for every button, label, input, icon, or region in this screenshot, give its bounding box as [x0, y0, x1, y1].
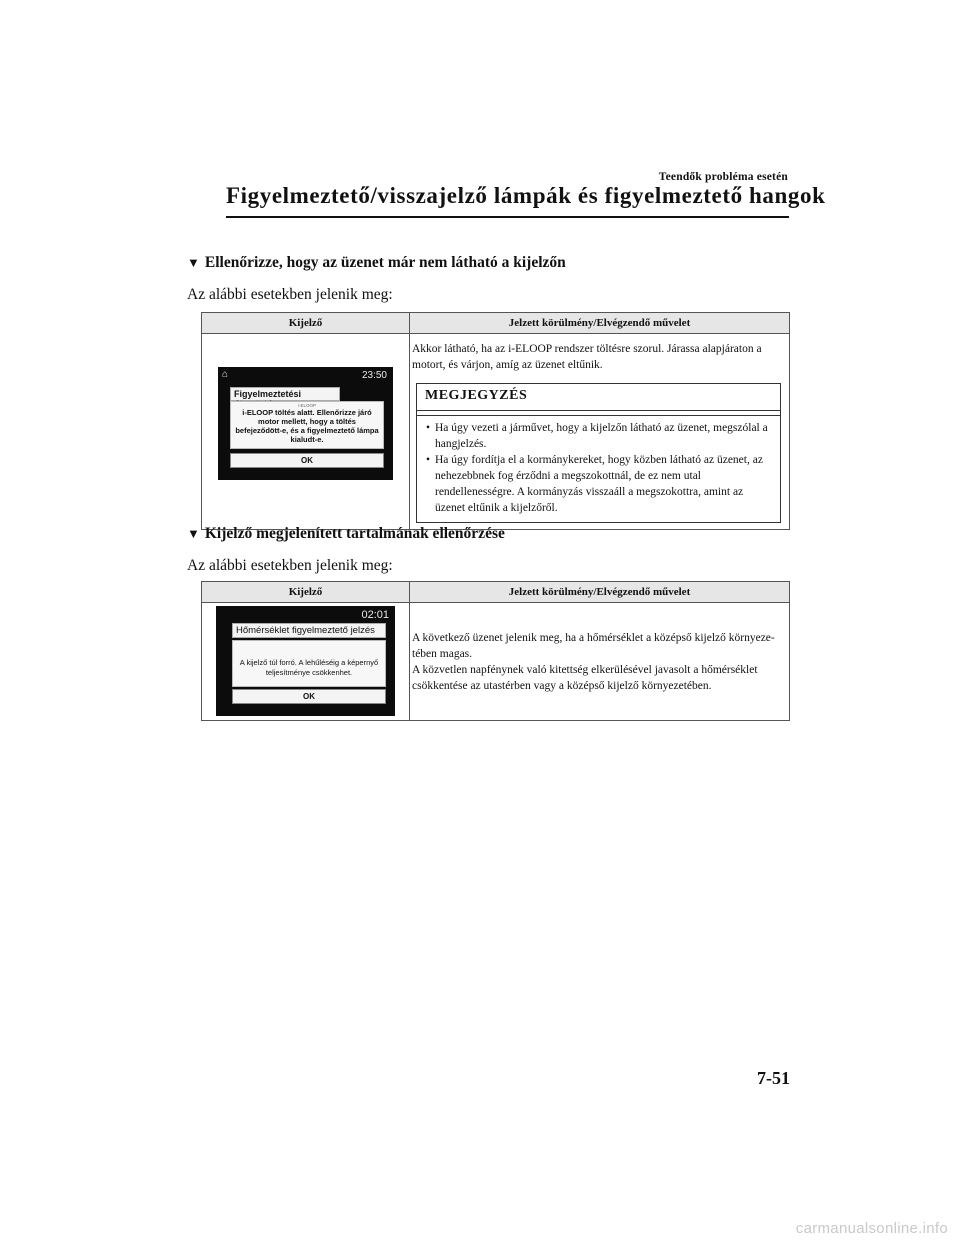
- ok-button[interactable]: OK: [232, 689, 386, 704]
- header-rule: [226, 216, 789, 218]
- section-heading-display-content: [187, 525, 505, 543]
- dialog-body: [230, 401, 384, 449]
- condition-cell: [410, 603, 790, 721]
- chapter-subtitle: Teendők probléma esetén: [658, 171, 788, 183]
- section-intro: Az alábbi esetekben jelenik meg:: [187, 286, 393, 303]
- column-header-display: Kijelző: [202, 313, 410, 334]
- note-box: [416, 383, 781, 523]
- note-title: MEGJEGYZÉS: [425, 388, 528, 403]
- note-item: • Ha úgy fordítja el a kormánykereket, hogy közben látható az üzenet, az nehezebbnek fog érződni a megszokottnál, de ez nem utal rendellenességre. A kormányzás visszaáll a megszokottra, amint az üzenet eltűnik a kijelzőről.: [426, 454, 763, 514]
- dialog-small-label: i-ELOOP: [297, 403, 316, 408]
- dialog-message: A kijelző túl forró. A lehűléséig a képernyő teljesítménye csökkenhet.: [232, 640, 386, 687]
- section-intro: Az alábbi esetekben jelenik meg:: [187, 557, 393, 574]
- column-header-condition: Jelzett körülmény/Elvégzendő művelet: [410, 582, 790, 603]
- watermark-text: carmanualsonline.info: [795, 1220, 948, 1237]
- condition-cell: [410, 334, 790, 530]
- column-header-display: Kijelző: [202, 582, 410, 603]
- clock-readout: 23:50: [361, 370, 387, 381]
- section-heading-text: Kijelző megjelenített tartalmának ellenőrzése: [204, 525, 505, 542]
- section-heading-message-check: [187, 254, 566, 272]
- column-header-condition: Jelzett körülmény/Elvégzendő művelet: [410, 313, 790, 334]
- clock-readout: 02:01: [361, 609, 389, 621]
- condition-description: Akkor látható, ha az i-ELOOP rendszer töltésre szorul. Járassa alapjáraton a motort, és várjon, amíg az üzenet eltűnik.: [412, 343, 762, 371]
- bullet-icon: •: [426, 454, 431, 466]
- info-table-2: [201, 581, 790, 721]
- triangle-marker-icon: ▼: [187, 255, 200, 270]
- home-icon: ⌂: [222, 369, 229, 380]
- page-number: 7-51: [757, 1068, 790, 1088]
- display-cell: [202, 603, 410, 721]
- ok-button[interactable]: OK: [230, 453, 384, 468]
- dialog-title: Hőmérséklet figyelmeztető jelzés: [232, 623, 386, 638]
- condition-description-2: A közvetlen napfénynek való kitettség elkerülésével javasolt a hőmérséklet csökkentése az utastérben vagy a középső kijelző környezetében.: [412, 663, 758, 692]
- dialog-title: Figyelmeztetési: [230, 387, 340, 401]
- chapter-title: Figyelmeztető/visszajelző lámpák és figyelmeztető hangok: [226, 183, 826, 208]
- note-items: [417, 416, 780, 522]
- section-heading-text: Ellenőrizze, hogy az üzenet már nem látható a kijelzőn: [204, 254, 566, 271]
- condition-description-1: A következő üzenet jelenik meg, ha a hőmérséklet a középső kijelző környeze-tében magas.: [412, 631, 775, 660]
- info-table-1: [201, 312, 790, 530]
- bullet-icon: •: [426, 422, 431, 434]
- display-cell: [202, 334, 410, 530]
- dialog-message: i-ELOOP töltés alatt. Ellenőrizze járó motor mellett, hogy a töltés befejeződött-e, és a figyelmeztető lámpa kialudt-e.: [235, 408, 379, 444]
- triangle-marker-icon: ▼: [187, 526, 200, 541]
- note-item: • Ha úgy vezeti a járművet, hogy a kijelzőn látható az üzenet, megszólal a hangjelzés.: [426, 422, 768, 450]
- display-screenshot: [216, 606, 395, 716]
- display-screenshot: [218, 367, 393, 480]
